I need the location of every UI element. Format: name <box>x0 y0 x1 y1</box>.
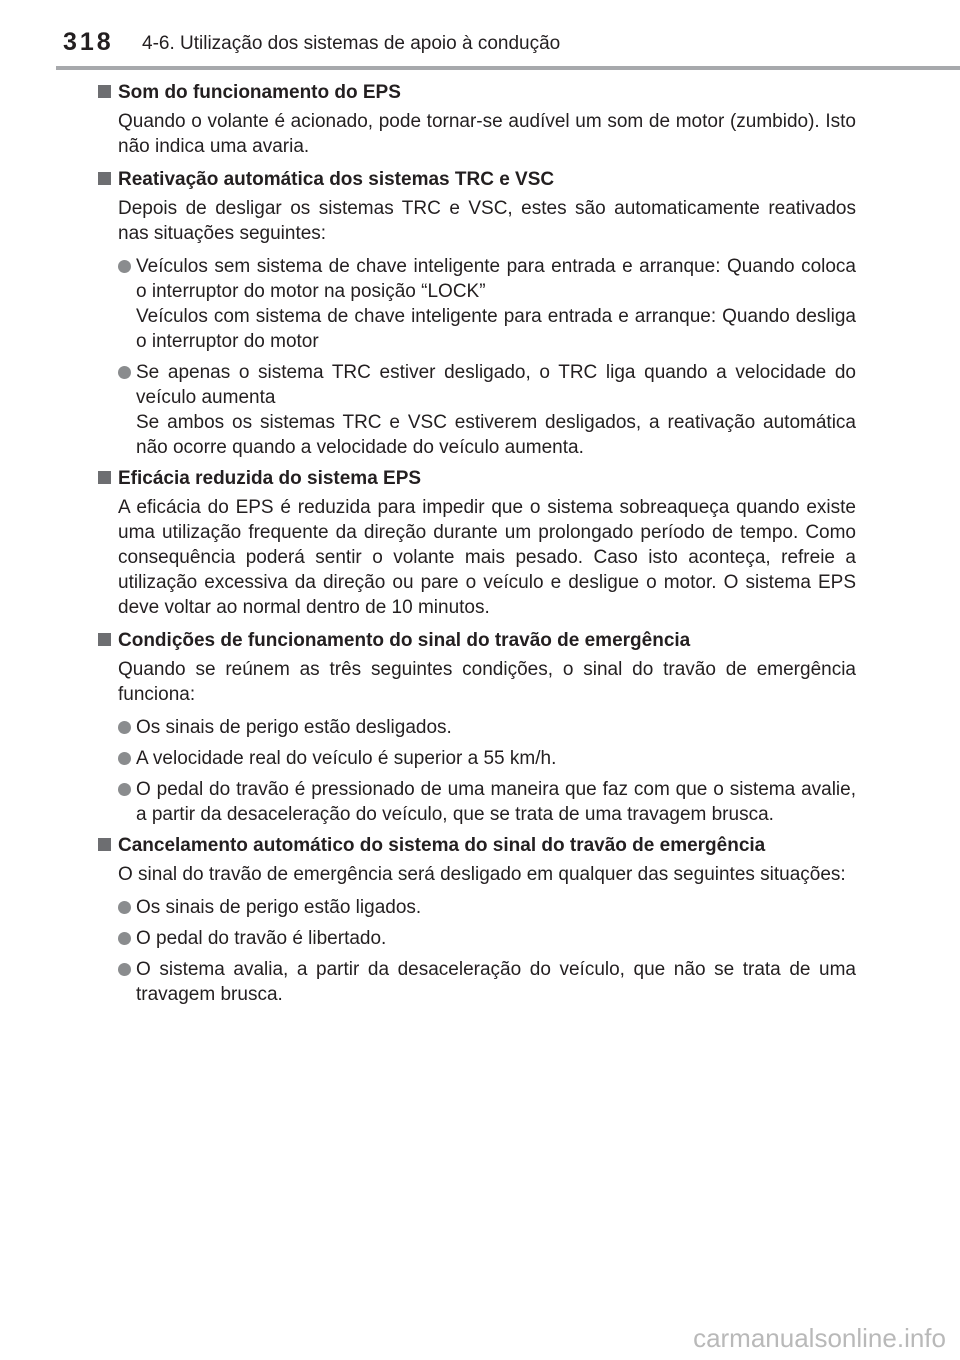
section-heading-text: Som do funcionamento do EPS <box>118 82 401 103</box>
section-heading <box>96 833 856 858</box>
section-heading <box>96 628 856 653</box>
square-bullet-icon <box>98 172 111 185</box>
bullet-list <box>118 895 856 1007</box>
section-heading <box>96 80 856 105</box>
square-bullet-icon <box>98 633 111 646</box>
round-bullet-icon <box>118 260 131 273</box>
bullet-item <box>118 360 856 460</box>
section-heading <box>96 466 856 491</box>
section <box>96 466 856 620</box>
bullet-text: Se apenas o sistema TRC estiver desligado, o TRC liga quando a velocidade do veículo aumenta <box>136 362 856 408</box>
bullet-item <box>118 746 856 771</box>
document-body <box>96 80 856 1013</box>
header-divider <box>56 66 960 70</box>
section-heading-text: Condições de funcionamento do sinal do travão de emergência <box>118 630 691 651</box>
square-bullet-icon <box>98 85 111 98</box>
section-heading-text: Eficácia reduzida do sistema EPS <box>118 468 422 489</box>
page-header <box>0 0 960 70</box>
bullet-text: Veículos sem sistema de chave inteligente para entrada e arranque: Quando coloca o interruptor do motor na posição “LOCK” <box>136 256 856 302</box>
bullet-item <box>118 254 856 354</box>
section <box>96 833 856 1007</box>
round-bullet-icon <box>118 783 131 796</box>
bullet-text: Os sinais de perigo estão desligados. <box>136 717 452 738</box>
bullet-item <box>118 926 856 951</box>
bullet-text: O sistema avalia, a partir da desaceleração do veículo, que não se trata de uma travagem brusca. <box>136 959 856 1005</box>
section-paragraph: O sinal do travão de emergência será desligado em qualquer das seguintes situações: <box>118 864 846 885</box>
bullet-item <box>118 777 856 827</box>
bullet-item <box>118 895 856 920</box>
section-heading-text: Reativação automática dos sistemas TRC e VSC <box>118 169 555 190</box>
bullet-item <box>118 715 856 740</box>
bullet-list <box>118 715 856 827</box>
round-bullet-icon <box>118 752 131 765</box>
section <box>96 80 856 159</box>
section <box>96 628 856 827</box>
section-paragraph: Quando o volante é acionado, pode tornar-se audível um som de motor (zumbido). Isto não indica uma avaria. <box>118 111 856 157</box>
section-heading-text: Cancelamento automático do sistema do sinal do travão de emergência <box>118 835 766 856</box>
square-bullet-icon <box>98 471 111 484</box>
page-number: 318 <box>63 28 114 56</box>
round-bullet-icon <box>118 932 131 945</box>
section-title: 4-6. Utilização dos sistemas de apoio à condução <box>142 33 561 54</box>
bullet-text: Se ambos os sistemas TRC e VSC estiverem desligados, a reativação automática não ocorre quando a velocidade do veículo aumenta. <box>136 412 856 458</box>
bullet-list <box>118 254 856 460</box>
section <box>96 167 856 460</box>
section-heading <box>96 167 856 192</box>
bullet-text: Os sinais de perigo estão ligados. <box>136 897 422 918</box>
bullet-text: A velocidade real do veículo é superior a 55 km/h. <box>136 748 557 769</box>
bullet-item <box>118 957 856 1007</box>
round-bullet-icon <box>118 721 131 734</box>
bullet-text: O pedal do travão é libertado. <box>136 928 387 949</box>
section-paragraph: A eficácia do EPS é reduzida para impedir que o sistema sobreaqueça quando existe uma utilização frequente da direção durante um prolongado período de tempo. Como consequência poderá sentir o volante mais pesado. Caso isto aconteça, refreie a utilização excessiva da direção ou pare o veículo e desligue o motor. O sistema EPS deve voltar ao normal dentro de 10 minutos. <box>118 497 856 618</box>
bullet-text: Veículos com sistema de chave inteligente para entrada e arranque: Quando desliga o interruptor do motor <box>136 306 856 352</box>
bullet-text: O pedal do travão é pressionado de uma maneira que faz com que o sistema avalie, a partir da desaceleração do veículo, que se trata de uma travagem brusca. <box>136 779 856 825</box>
round-bullet-icon <box>118 963 131 976</box>
section-paragraph: Quando se reúnem as três seguintes condições, o sinal do travão de emergência funciona: <box>118 659 856 705</box>
round-bullet-icon <box>118 366 131 379</box>
square-bullet-icon <box>98 838 111 851</box>
section-paragraph: Depois de desligar os sistemas TRC e VSC, estes são automaticamente reativados nas situações seguintes: <box>118 198 856 244</box>
round-bullet-icon <box>118 901 131 914</box>
watermark: carmanualsonline.info <box>693 1323 946 1353</box>
